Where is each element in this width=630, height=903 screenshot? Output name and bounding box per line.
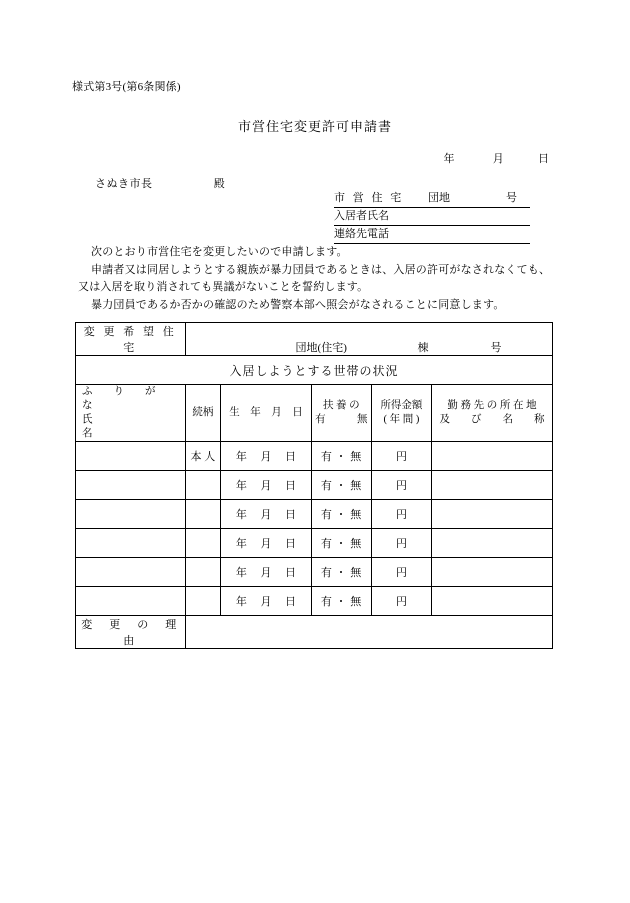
cell-birth[interactable] [221, 471, 312, 500]
applicant-field-phone[interactable] [334, 226, 530, 244]
cell-birth-month: 月 [260, 538, 272, 550]
cell-income[interactable]: 円 [371, 500, 431, 529]
header-work [432, 385, 553, 442]
cell-birth-month: 月 [260, 567, 272, 579]
header-income [371, 385, 431, 442]
cell-birth[interactable] [221, 442, 312, 471]
header-work-line1: 勤 務 先 の 所 在 地 [447, 400, 537, 411]
cell-relation[interactable]: 本 人 [185, 442, 221, 471]
cell-relation[interactable] [185, 500, 221, 529]
cell-birth-day: 日 [285, 596, 297, 608]
header-income-line1: 所得金額 [380, 400, 423, 411]
header-dependent-line2: 有 無 [315, 414, 368, 425]
desired-housing-value[interactable] [185, 323, 552, 356]
cell-dependent[interactable]: 有 ・ 無 [311, 442, 371, 471]
reason-label: 変 更 の 理 由 [76, 616, 186, 649]
cell-birth[interactable] [221, 587, 312, 616]
cell-birth-month: 月 [260, 509, 272, 521]
date-year-label: 年 [443, 153, 455, 165]
cell-income[interactable]: 円 [371, 471, 431, 500]
cell-name[interactable] [76, 558, 186, 587]
header-income-line2: ( 年 間 ) [383, 414, 420, 425]
cell-birth[interactable] [221, 500, 312, 529]
header-birth: 生 年 月 日 [221, 385, 312, 442]
cell-birth-day: 日 [285, 509, 297, 521]
cell-relation[interactable] [185, 587, 221, 616]
cell-birth-day: 日 [285, 451, 297, 463]
addressee-honorific: 殿 [213, 178, 226, 190]
header-work-line2: 及 び 名 称 [439, 414, 545, 425]
cell-birth-year: 年 [235, 509, 247, 521]
cell-birth-year: 年 [235, 596, 247, 608]
cell-dependent[interactable]: 有 ・ 無 [311, 500, 371, 529]
header-dependent-line1: 扶 養 の [322, 400, 360, 411]
applicant-field-housing[interactable] [334, 190, 530, 208]
date-month-label: 月 [492, 153, 505, 165]
applicant-field-housing-gou: 号 [506, 192, 517, 204]
table-header-row [76, 385, 553, 442]
cell-work[interactable] [432, 500, 553, 529]
cell-birth[interactable] [221, 529, 312, 558]
cell-income[interactable]: 円 [371, 529, 431, 558]
table-row-reason [76, 616, 553, 649]
cell-dependent[interactable]: 有 ・ 無 [311, 558, 371, 587]
cell-birth-year: 年 [235, 567, 247, 579]
table-row [76, 587, 553, 616]
cell-name[interactable] [76, 529, 186, 558]
cell-relation[interactable] [185, 529, 221, 558]
cell-work[interactable] [432, 442, 553, 471]
cell-birth-day: 日 [285, 567, 297, 579]
applicant-field-name-label: 入居者氏名 [334, 210, 389, 222]
cell-birth-year: 年 [235, 480, 247, 492]
cell-income[interactable]: 円 [371, 558, 431, 587]
table-row [76, 471, 553, 500]
table-row [76, 558, 553, 587]
table-row-band [76, 356, 553, 385]
applicant-field-name[interactable] [334, 208, 530, 226]
cell-name[interactable] [76, 471, 186, 500]
cell-birth-month: 月 [260, 596, 272, 608]
date-day-label: 日 [538, 153, 550, 165]
cell-dependent[interactable]: 有 ・ 無 [311, 471, 371, 500]
addressee-name: さぬき市長 [95, 178, 153, 190]
cell-work[interactable] [432, 587, 553, 616]
desired-housing-danchi: 団地(住宅) [295, 342, 347, 354]
table-row [76, 529, 553, 558]
paragraph-1: 次のとおり市営住宅を変更したいので申請します。 [91, 246, 348, 258]
page-title: 市営住宅変更許可申請書 [237, 119, 392, 134]
application-table [75, 322, 553, 649]
cell-name[interactable] [76, 587, 186, 616]
paragraph-3: 暴力団員であるか否かの確認のため警察本部へ照会がなされることに同意します。 [91, 299, 505, 311]
cell-birth-month: 月 [260, 480, 272, 492]
cell-relation[interactable] [185, 471, 221, 500]
applicant-field-housing-danchi: 団地 [428, 192, 450, 204]
header-relation: 続柄 [185, 385, 221, 442]
desired-housing-gou: 号 [490, 342, 502, 354]
date-line [444, 150, 553, 166]
reason-value[interactable] [185, 616, 552, 649]
cell-birth-year: 年 [235, 451, 247, 463]
cell-income[interactable]: 円 [371, 587, 431, 616]
table-row [76, 442, 553, 471]
cell-birth-month: 月 [260, 451, 272, 463]
paragraph-2: 申請者又は同居しようとする親族が暴力団員であるときは、入居の許可がなされなくても、又は入居を取り消されても異議がないことを誓約します。 [78, 264, 551, 293]
desired-housing-tou: 棟 [417, 342, 429, 354]
cell-birth-day: 日 [285, 538, 297, 550]
cell-dependent[interactable]: 有 ・ 無 [311, 529, 371, 558]
form-number: 様式第3号(第6条関係) [72, 81, 181, 93]
desired-housing-label: 変 更 希 望 住 宅 [76, 323, 186, 356]
cell-work[interactable] [432, 529, 553, 558]
household-status-band: 入居しようとする世帯の状況 [76, 356, 553, 385]
cell-relation[interactable] [185, 558, 221, 587]
header-name-line1: ふ り が な [82, 386, 177, 411]
cell-birth-year: 年 [235, 538, 247, 550]
cell-income[interactable]: 円 [371, 442, 431, 471]
applicant-info-block [334, 190, 530, 244]
addressee [95, 175, 225, 191]
table-row [76, 500, 553, 529]
cell-birth[interactable] [221, 558, 312, 587]
applicant-field-phone-label: 連絡先電話 [334, 228, 389, 240]
header-name-line2: 氏 名 [82, 414, 177, 439]
applicant-field-housing-label: 市 営 住 宅 [334, 192, 404, 204]
header-name [76, 385, 186, 442]
cell-name[interactable] [76, 442, 186, 471]
cell-birth-day: 日 [285, 480, 297, 492]
header-dependent [311, 385, 371, 442]
table-row-desired-housing [76, 323, 553, 356]
cell-dependent[interactable]: 有 ・ 無 [311, 587, 371, 616]
cell-name[interactable] [76, 500, 186, 529]
cell-work[interactable] [432, 471, 553, 500]
cell-work[interactable] [432, 558, 553, 587]
